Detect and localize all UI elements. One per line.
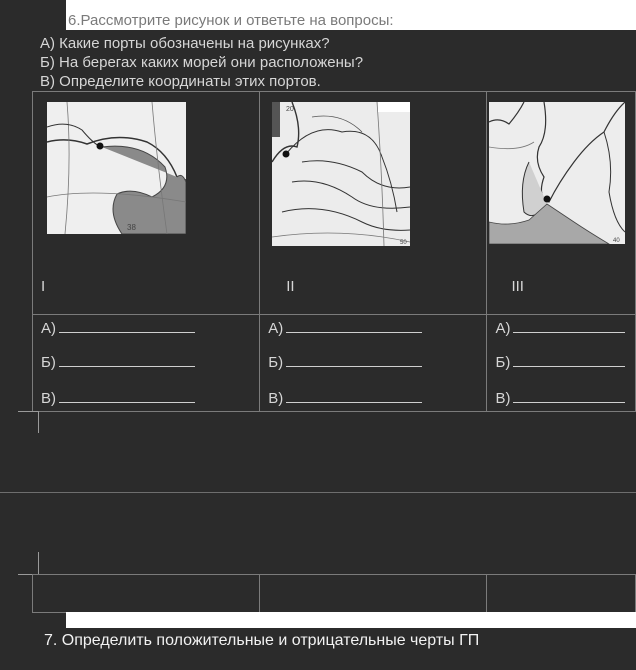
answer-line-1b[interactable] (59, 353, 195, 367)
map2-bottom-label: 50 (400, 240, 407, 246)
empty-cell-3 (487, 575, 636, 613)
margin-mark-h-1 (18, 411, 38, 412)
answer-label-c: В) (268, 390, 284, 407)
map-image-2 (272, 102, 410, 246)
map-cell-3 (487, 92, 636, 315)
map-image-1 (47, 102, 186, 234)
task-title: 6.Рассмотрите рисунок и ответьте на вопросы: (68, 12, 394, 29)
question-b: Б) На берегах каких морей они расположены? (40, 54, 364, 71)
answer-cell-1 (33, 315, 260, 412)
margin-mark-v-2 (38, 552, 39, 574)
map2-corner-label: 20 (286, 106, 295, 113)
empty-table (32, 574, 636, 613)
empty-cell-2 (260, 575, 487, 613)
question-7: 7. Определить положительные и отрицательные черты ГП (44, 632, 485, 650)
map-cell-2 (260, 92, 487, 315)
map-numeral-3: III (511, 278, 524, 295)
answer-line-2a[interactable] (286, 319, 422, 333)
empty-cell-1 (33, 575, 260, 613)
map-numeral-1: I (41, 278, 46, 295)
answer-line-3c[interactable] (513, 389, 625, 403)
answer-line-2c[interactable] (286, 389, 422, 403)
answer-label-a: А) (41, 320, 56, 337)
page-divider (0, 492, 636, 493)
worksheet-table (32, 91, 636, 412)
answer-line-1c[interactable] (59, 389, 195, 403)
answer-line-2b[interactable] (286, 353, 422, 367)
answer-cell-2 (260, 315, 487, 412)
map1-bottom-label: 38 (127, 223, 136, 232)
answer-label-b: Б) (268, 354, 284, 371)
map-cell-1 (33, 92, 260, 315)
answer-line-3a[interactable] (513, 319, 625, 333)
map2-white-corner (378, 102, 410, 112)
answer-line-3b[interactable] (513, 353, 625, 367)
question-a: А) Какие порты обозначены на рисунках? (40, 35, 330, 52)
map-numeral-2: II (286, 278, 295, 295)
answer-label-c: В) (495, 390, 511, 407)
margin-mark-v-1 (38, 411, 39, 433)
answer-label-b: Б) (495, 354, 511, 371)
answer-label-a: А) (495, 320, 511, 337)
answer-cell-3 (487, 315, 636, 412)
map-image-3 (489, 102, 625, 244)
answer-label-c: В) (41, 390, 56, 407)
answer-label-b: Б) (41, 354, 56, 371)
answer-label-a: А) (268, 320, 284, 337)
question-c: В) Определите координаты этих портов. (40, 73, 321, 90)
answer-line-1a[interactable] (59, 319, 195, 333)
map3-bottom-label: 40 (613, 238, 621, 244)
